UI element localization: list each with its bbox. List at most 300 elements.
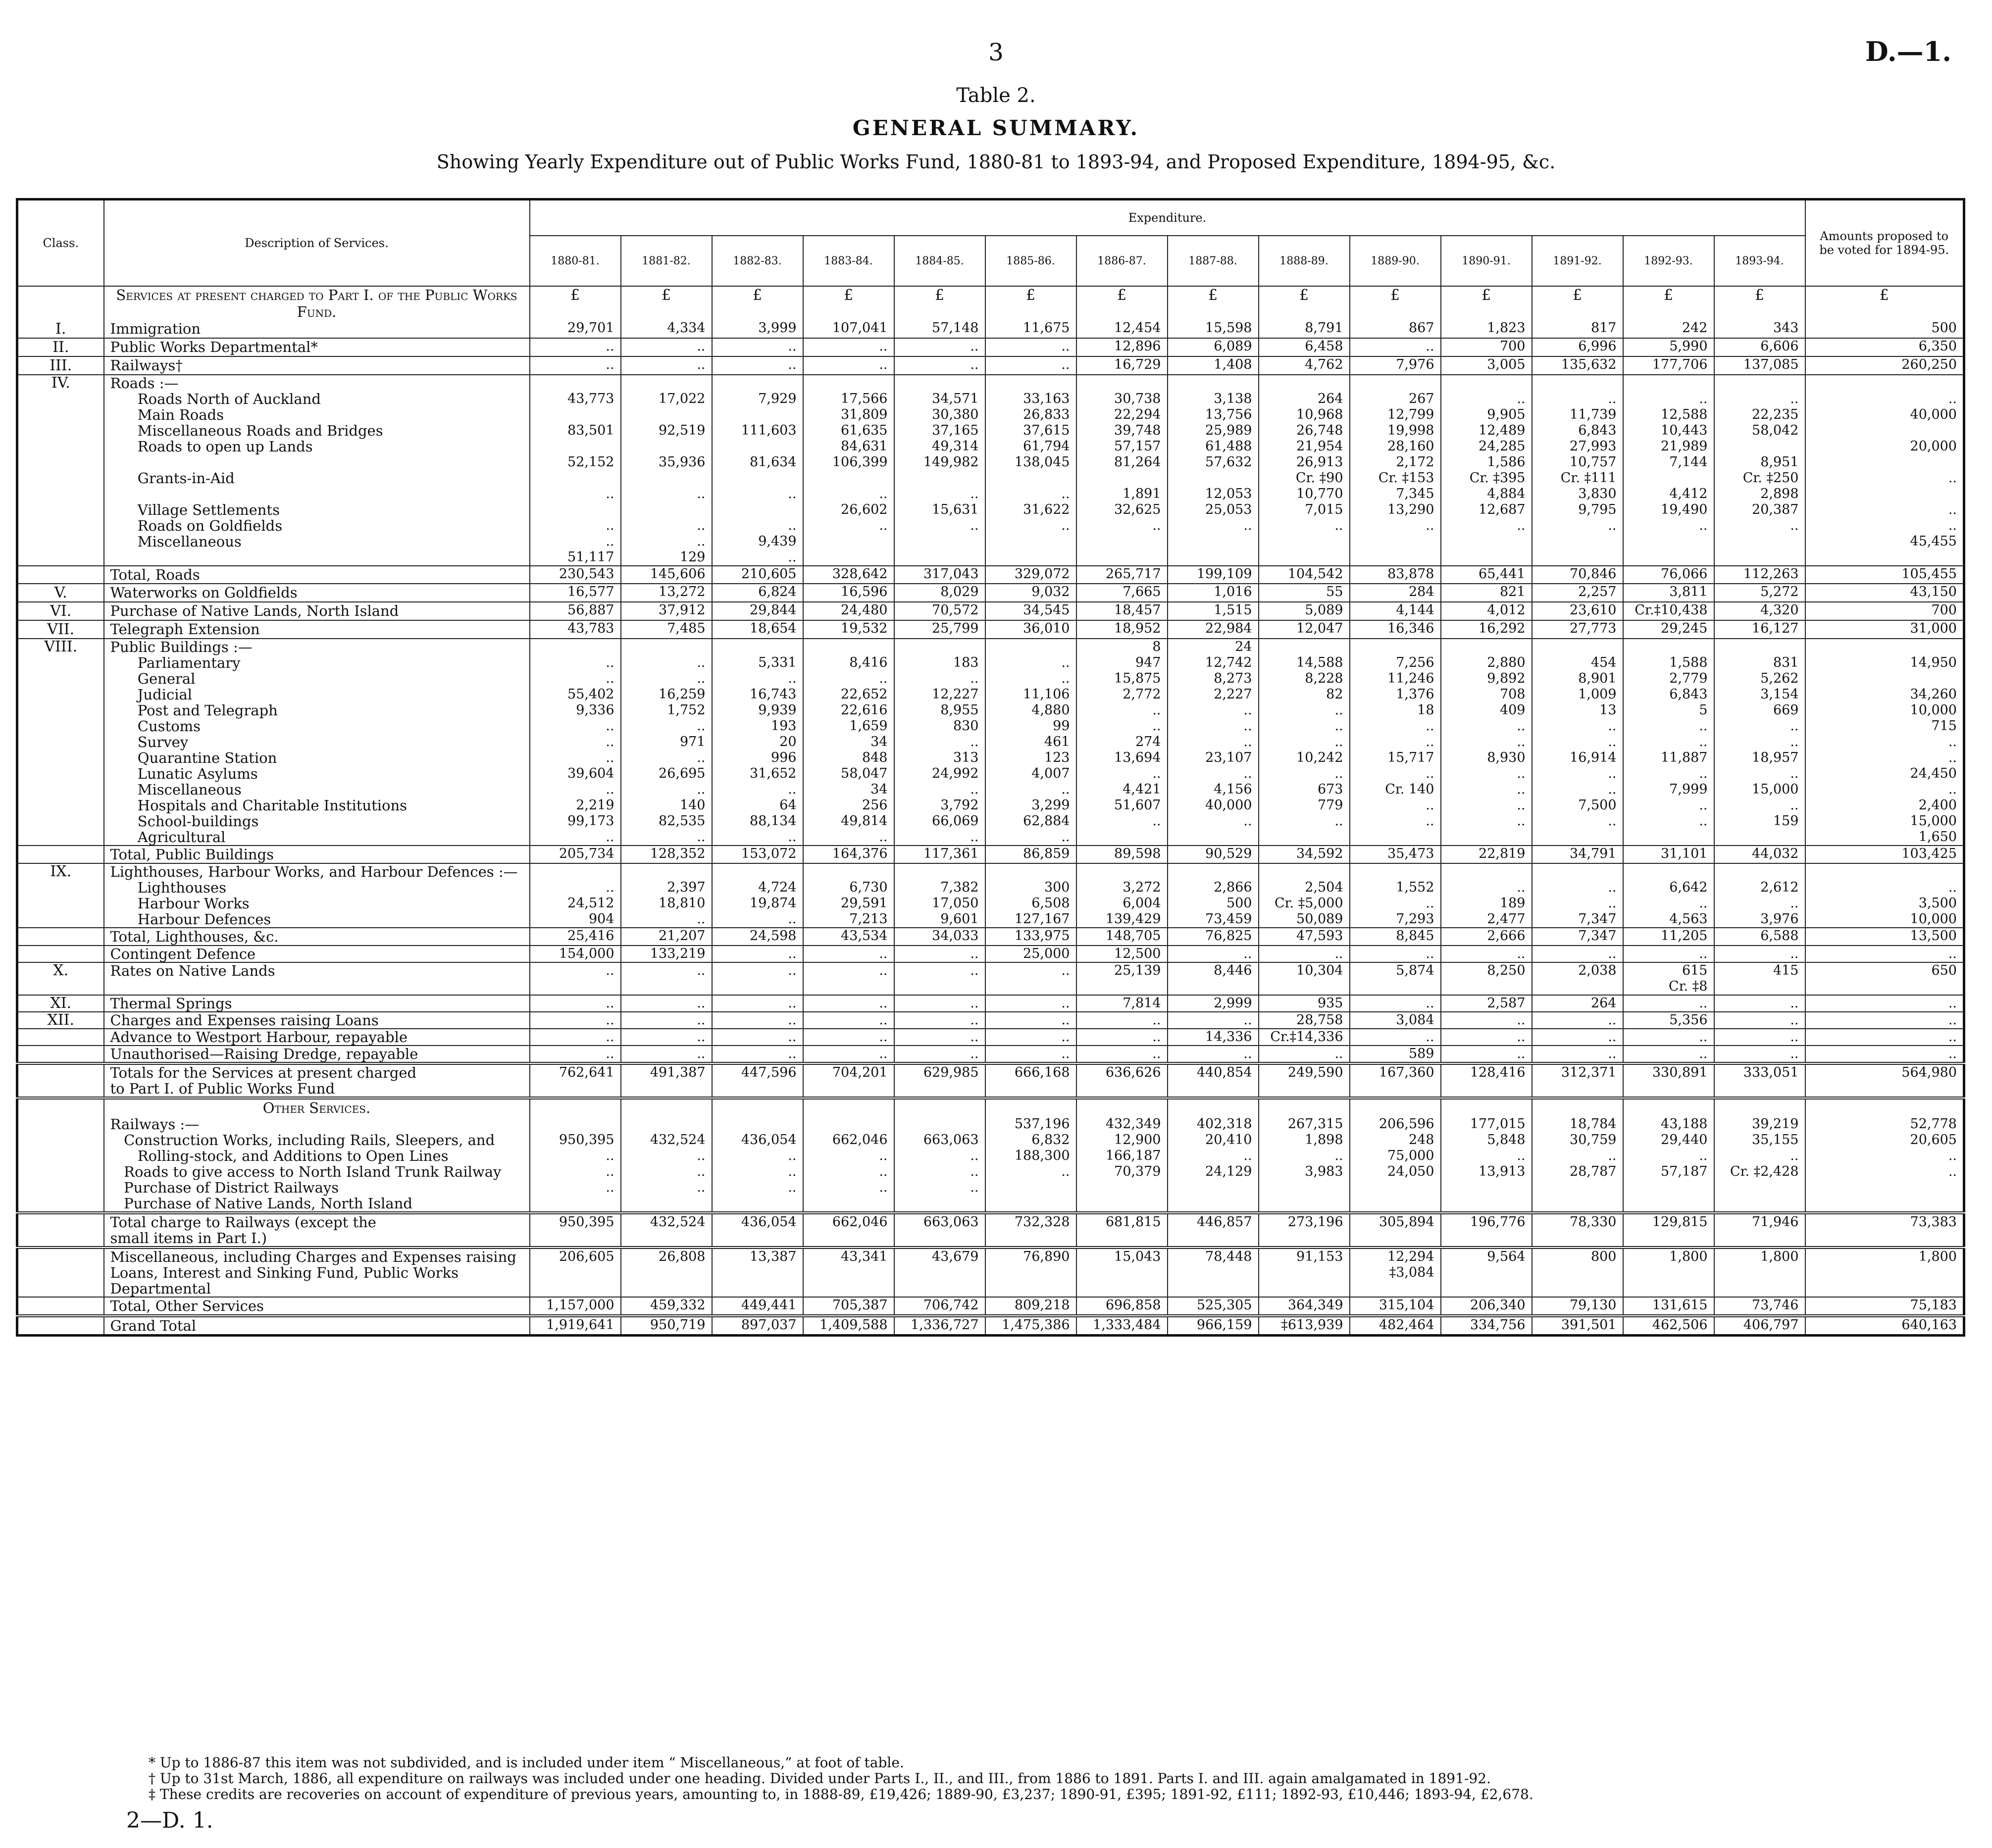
value-cell: 56,887 — [530, 602, 621, 620]
proposed-cell: 700 — [1805, 602, 1964, 620]
value-cell: 821 — [1441, 584, 1532, 602]
class-cell — [17, 1029, 104, 1046]
value-cell: .. — [712, 338, 803, 356]
value-cell: 128,352 — [621, 846, 712, 863]
value-cell: 21,207 — [621, 928, 712, 946]
value-cell: 662,046 — [803, 1213, 894, 1248]
currency-symbol: £ — [1623, 286, 1714, 320]
value-cell: 4,334 — [621, 320, 712, 338]
description-cell: Roads :— Roads North of Auckland Main Roads Miscellaneous Roads and Bridges Roads to open up Lands Grants-in-Aid Village Settlements Roads on Goldfields Miscellaneous — [104, 375, 530, 566]
proposed-cell: 75,183 — [1805, 1297, 1964, 1316]
lighthouses-block — [17, 863, 1964, 928]
value-cell: 43,783 — [530, 620, 621, 639]
class-cell: III. — [17, 356, 104, 375]
value-cell: .. — [1532, 1012, 1623, 1029]
value-cell: 43,341 — [803, 1248, 894, 1297]
description-cell: Total, Lighthouses, &c. — [104, 928, 530, 946]
currency-symbol: £ — [894, 286, 985, 320]
value-cell: 7,665 — [1076, 584, 1168, 602]
value-cell: 25,799 — [894, 620, 985, 639]
value-cell: 11,205 — [1623, 928, 1714, 946]
value-cell: 7,256 11,246 1,376 18 .. .. 15,717 .. Cr. 140 .. .. — [1350, 639, 1441, 846]
value-cell: 71,946 — [1714, 1213, 1805, 1248]
misc-other-row — [17, 1248, 1964, 1297]
value-cell: 5,356 — [1623, 1012, 1714, 1029]
value-cell: 3,005 — [1441, 356, 1532, 375]
value-cell: 16,577 — [530, 584, 621, 602]
value-cell: 89,598 — [1076, 846, 1168, 863]
value-cell: 22,819 — [1441, 846, 1532, 863]
value-cell: .. — [894, 946, 985, 962]
value-cell: 1,823 — [1441, 320, 1532, 338]
value-cell: .. — [712, 356, 803, 375]
value-cell: 1,919,641 — [530, 1316, 621, 1336]
value-cell: .. — [1350, 338, 1441, 356]
value-cell: 16,292 — [1441, 620, 1532, 639]
description-cell: Thermal Springs — [104, 995, 530, 1012]
value-cell: 34,592 — [1259, 846, 1350, 863]
value-cell: .. — [1532, 946, 1623, 962]
value-cell: .. — [530, 1046, 621, 1063]
value-cell: 1,336,727 — [894, 1316, 985, 1336]
value-cell: 206,596 248 75,000 24,050 — [1350, 1116, 1441, 1213]
value-cell: 196,776 — [1441, 1213, 1532, 1248]
value-cell: 402,318 20,410 .. 24,129 — [1168, 1116, 1259, 1213]
value-cell: 462,506 — [1623, 1316, 1714, 1336]
value-cell: 25,000 — [985, 946, 1076, 962]
value-cell: 2,880 9,892 708 409 .. .. 8,930 .. .. .. .. — [1441, 639, 1532, 846]
value-cell: 15,043 — [1076, 1248, 1168, 1297]
value-cell: .. — [1714, 1012, 1805, 1029]
value-cell: 70,572 — [894, 602, 985, 620]
value-cell: 43,773 83,501 52,152 .. .. .. 51,117 — [530, 375, 621, 566]
value-cell: .. — [803, 1029, 894, 1046]
value-cell: 148,705 — [1076, 928, 1168, 946]
value-cell: 14,336 — [1168, 1029, 1259, 1046]
value-cell: .. — [985, 1012, 1076, 1029]
value-cell: 406,797 — [1714, 1316, 1805, 1336]
value-cell: 137,085 — [1714, 356, 1805, 375]
value-cell: 333,051 — [1714, 1063, 1805, 1098]
value-cell: .. — [1441, 1029, 1532, 1046]
value-cell: 364,349 — [1259, 1297, 1350, 1316]
proposed-cell: 1,800 — [1805, 1248, 1964, 1297]
value-cell: 1,515 — [1168, 602, 1259, 620]
value-cell: 65,441 — [1441, 566, 1532, 584]
description-cell: Railways† — [104, 356, 530, 375]
value-cell: .. — [1623, 1046, 1714, 1063]
value-cell: 39,219 35,155 .. Cr. ‡2,428 — [1714, 1116, 1805, 1213]
value-cell: 154,000 — [530, 946, 621, 962]
value-cell: 12,500 — [1076, 946, 1168, 962]
part1-total-row — [17, 1063, 1964, 1098]
value-cell: 26,808 — [621, 1248, 712, 1297]
value-cell: 12,047 — [1259, 620, 1350, 639]
value-cell: 6,606 — [1714, 338, 1805, 356]
value-cell: .. 9,905 12,489 24,285 1,586 Cr. ‡395 4,884 12,687 .. — [1441, 375, 1532, 566]
value-cell: 86,859 — [985, 846, 1076, 863]
value-cell: 1,408 — [1168, 356, 1259, 375]
description-cell: Railways :— Construction Works, including Rails, Sleepers, and Rolling-stock, and Additions to Open Lines Roads to give access to North Island Trunk Railway Purchase of District Railways Purchase of Native Lands, North Island — [104, 1116, 530, 1213]
value-cell: 330,891 — [1623, 1063, 1714, 1098]
proposed-cell: 6,350 — [1805, 338, 1964, 356]
table-row — [17, 1046, 1964, 1063]
value-cell: .. — [894, 995, 985, 1012]
value-cell: .. — [621, 356, 712, 375]
value-cell: 34,033 — [894, 928, 985, 946]
value-cell: 57,148 — [894, 320, 985, 338]
value-cell — [1168, 1098, 1259, 1116]
value-cell: 24,480 — [803, 602, 894, 620]
value-cell: 4,144 — [1350, 602, 1441, 620]
value-cell: 31,101 — [1623, 846, 1714, 863]
value-cell: 4,012 — [1441, 602, 1532, 620]
value-cell: .. — [1076, 1029, 1168, 1046]
value-cell: .. — [894, 338, 985, 356]
value-cell: 935 — [1259, 995, 1350, 1012]
section-title: Other Services. — [104, 1098, 530, 1116]
value-cell: .. — [985, 338, 1076, 356]
proposed-cell: 640,163 — [1805, 1316, 1964, 1336]
class-cell: IV. — [17, 375, 104, 566]
value-cell: .. — [1168, 1012, 1259, 1029]
value-cell: 831 5,262 3,154 669 .. .. 18,957 .. 15,000 .. 159 — [1714, 639, 1805, 846]
value-cell: 2,038 — [1532, 962, 1623, 995]
summary-subtitle: Showing Yearly Expenditure out of Public Works Fund, 1880-81 to 1893-94, and Proposed Expenditure, 1894-95, &c. — [436, 151, 1556, 173]
value-cell: 5,089 — [1259, 602, 1350, 620]
value-cell: .. — [894, 1029, 985, 1046]
value-cell: 615 Cr. ‡8 — [1623, 962, 1714, 995]
value-cell: 18,784 30,759 .. 28,787 — [1532, 1116, 1623, 1213]
class-cell — [17, 566, 104, 584]
value-cell: 210,605 — [712, 566, 803, 584]
value-cell: .. — [985, 356, 1076, 375]
value-cell — [894, 1098, 985, 1116]
class-cell: XI. — [17, 995, 104, 1012]
value-cell: 1,333,484 — [1076, 1316, 1168, 1336]
currency-symbol: £ — [1805, 286, 1964, 320]
value-cell: 800 — [1532, 1248, 1623, 1297]
value-cell: .. — [985, 1029, 1076, 1046]
value-cell: 3,811 — [1623, 584, 1714, 602]
value-cell: 817 — [1532, 320, 1623, 338]
proposed-cell: 43,150 — [1805, 584, 1964, 602]
value-cell: 329,072 — [985, 566, 1076, 584]
value-cell: .. — [1441, 1012, 1532, 1029]
class-cell: VIII. — [17, 639, 104, 846]
value-cell: 78,330 — [1532, 1213, 1623, 1248]
value-cell: 79,130 — [1532, 1297, 1623, 1316]
description-cell: Rates on Native Lands — [104, 962, 530, 995]
value-cell: 273,196 — [1259, 1213, 1350, 1248]
description-cell: Lighthouses, Harbour Works, and Harbour Defences :— Lighthouses Harbour Works Harbour Defences — [104, 863, 530, 928]
value-cell: 28,758 — [1259, 1012, 1350, 1029]
value-cell: .. — [985, 1046, 1076, 1063]
class-cell — [17, 928, 104, 946]
currency-symbol: £ — [712, 286, 803, 320]
value-cell: 446,857 — [1168, 1213, 1259, 1248]
value-cell: 183 .. 12,227 8,955 830 .. 313 24,992 .. 3,792 66,069 .. — [894, 639, 985, 846]
value-cell: 17,022 92,519 35,936 .. .. .. 129 — [621, 375, 712, 566]
expenditure-header: Expenditure. — [530, 200, 1805, 236]
class-cell — [17, 286, 104, 320]
value-cell: 809,218 — [985, 1297, 1076, 1316]
value-cell: 459,332 — [621, 1297, 712, 1316]
proposed-cell: .. — [1805, 946, 1964, 962]
value-cell: 6,458 — [1259, 338, 1350, 356]
value-cell: 34,791 — [1532, 846, 1623, 863]
year-header: 1893-94. — [1714, 236, 1805, 286]
description-cell: Immigration — [104, 320, 530, 338]
value-cell — [803, 1098, 894, 1116]
value-cell: 107,041 — [803, 320, 894, 338]
value-cell: 8,791 — [1259, 320, 1350, 338]
value-cell: 37,912 — [621, 602, 712, 620]
value-cell: .. — [530, 1029, 621, 1046]
year-header: 1886-87. — [1076, 236, 1168, 286]
value-cell: .. — [985, 995, 1076, 1012]
value-cell: 12,294 ‡3,084 — [1350, 1248, 1441, 1297]
value-cell: 3,138 13,756 25,989 61,488 57,632 12,053 25,053 .. — [1168, 375, 1259, 566]
proposed-cell: 13,500 — [1805, 928, 1964, 946]
roads-total-row — [17, 566, 1964, 584]
value-cell: 104,542 — [1259, 566, 1350, 584]
value-cell: 6,824 — [712, 584, 803, 602]
value-cell: .. — [803, 962, 894, 995]
class-cell: I. — [17, 320, 104, 338]
railways-other-block — [17, 1116, 1964, 1213]
value-cell — [530, 1098, 621, 1116]
value-cell: 1,157,000 — [530, 1297, 621, 1316]
value-cell: .. — [1168, 1046, 1259, 1063]
table-row — [17, 995, 1964, 1012]
value-cell: 305,894 — [1350, 1213, 1441, 1248]
table-row — [17, 1012, 1964, 1029]
value-cell: 950,395 — [530, 1213, 621, 1248]
value-cell: 249,590 — [1259, 1063, 1350, 1098]
currency-symbol: £ — [985, 286, 1076, 320]
value-cell: 704,201 — [803, 1063, 894, 1098]
class-cell: IX. — [17, 863, 104, 928]
class-cell — [17, 1297, 104, 1316]
value-cell: 7,976 — [1350, 356, 1441, 375]
value-cell: 950,719 — [621, 1316, 712, 1336]
value-cell: 16,346 — [1350, 620, 1441, 639]
value-cell: 23,610 — [1532, 602, 1623, 620]
value-cell: 2,666 — [1441, 928, 1532, 946]
value-cell: 2,587 — [1441, 995, 1532, 1012]
table-row — [17, 356, 1964, 375]
proposed-cell: 52,778 20,605 .. .. — [1805, 1116, 1964, 1213]
description-cell: Total, Roads — [104, 566, 530, 584]
description-cell: Advance to Westport Harbour, repayable — [104, 1029, 530, 1046]
proposed-cell: .. 3,500 10,000 — [1805, 863, 1964, 928]
year-header: 1891-92. — [1532, 236, 1623, 286]
value-cell: .. 22,235 58,042 8,951 Cr. ‡250 2,898 20,387 .. — [1714, 375, 1805, 566]
year-header: 1880-81. — [530, 236, 621, 286]
railways-total-row — [17, 1213, 1964, 1248]
value-cell: .. — [1532, 1029, 1623, 1046]
value-cell: 12,896 — [1076, 338, 1168, 356]
value-cell: 1,800 — [1714, 1248, 1805, 1297]
currency-row — [17, 286, 1964, 320]
value-cell: 16,729 — [1076, 356, 1168, 375]
description-cell: Public Works Departmental* — [104, 338, 530, 356]
class-cell: V. — [17, 584, 104, 602]
table-body — [17, 286, 1964, 1336]
value-cell — [1076, 1098, 1168, 1116]
value-cell: 16,596 — [803, 584, 894, 602]
value-cell: 12,454 — [1076, 320, 1168, 338]
value-cell: 3,084 — [1350, 1012, 1441, 1029]
value-cell: 317,043 — [894, 566, 985, 584]
value-cell: 206,605 — [530, 1248, 621, 1297]
value-cell — [985, 1098, 1076, 1116]
value-cell: 705,387 — [803, 1297, 894, 1316]
value-cell — [712, 1098, 803, 1116]
value-cell: 662,046 .. .. .. — [803, 1116, 894, 1213]
table-row — [17, 584, 1964, 602]
value-cell: .. — [1441, 946, 1532, 962]
value-cell — [1350, 1098, 1441, 1116]
value-cell: .. — [1076, 1012, 1168, 1029]
value-cell — [1259, 1098, 1350, 1116]
table-label: Table 2. — [956, 84, 1036, 107]
value-cell: 343 — [1714, 320, 1805, 338]
value-cell: 73,746 — [1714, 1297, 1805, 1316]
value-cell: 83,878 — [1350, 566, 1441, 584]
year-header: 1883-84. — [803, 236, 894, 286]
description-cell: Unauthorised—Raising Dredge, repayable — [104, 1046, 530, 1063]
value-cell: 267 12,799 19,998 28,160 2,172 Cr. ‡153 7,345 13,290 .. — [1350, 375, 1441, 566]
summary-heading: GENERAL SUMMARY. — [852, 116, 1140, 140]
class-cell — [17, 1248, 104, 1297]
value-cell: 29,701 — [530, 320, 621, 338]
grand-total-row — [17, 1316, 1964, 1336]
year-header: 1889-90. — [1350, 236, 1441, 286]
value-cell: .. — [530, 1012, 621, 1029]
value-cell: 312,371 — [1532, 1063, 1623, 1098]
value-cell: 706,742 — [894, 1297, 985, 1316]
class-cell — [17, 946, 104, 962]
value-cell: .. — [1441, 1046, 1532, 1063]
value-cell: 482,464 — [1350, 1316, 1441, 1336]
value-cell: 1,800 — [1623, 1248, 1714, 1297]
description-cell: Miscellaneous, including Charges and Expenses raising Loans, Interest and Sinking Fund, Public Works Departmental — [104, 1248, 530, 1297]
value-cell: 4,762 — [1259, 356, 1350, 375]
value-cell: 35,473 — [1350, 846, 1441, 863]
value-cell: 284 — [1350, 584, 1441, 602]
value-cell: 1,409,588 — [803, 1316, 894, 1336]
currency-symbol: £ — [1076, 286, 1168, 320]
value-cell: .. — [1714, 1029, 1805, 1046]
value-cell: 25,416 — [530, 928, 621, 946]
value-cell: 18,952 — [1076, 620, 1168, 639]
value-cell: 700 — [1441, 338, 1532, 356]
currency-symbol: £ — [621, 286, 712, 320]
proposed-cell: 31,000 — [1805, 620, 1964, 639]
value-cell: 177,706 — [1623, 356, 1714, 375]
class-cell: II. — [17, 338, 104, 356]
value-cell: 5,874 — [1350, 962, 1441, 995]
value-cell: 11,675 — [985, 320, 1076, 338]
general-summary-table — [16, 198, 1965, 1337]
value-cell: 2,866 500 73,459 — [1168, 863, 1259, 928]
description-cell: Telegraph Extension — [104, 620, 530, 639]
value-cell: .. .. 11,106 4,880 99 461 123 4,007 .. 3,299 62,884 .. — [985, 639, 1076, 846]
value-cell: 7,485 — [621, 620, 712, 639]
table-row — [17, 320, 1964, 338]
value-cell: .. — [530, 995, 621, 1012]
value-cell: 264 10,968 26,748 21,954 26,913 Cr. ‡90 10,770 7,015 .. — [1259, 375, 1350, 566]
footnote: † Up to 31st March, 1886, all expenditure on railways was included under one heading. Divided under Parts I., II., and III., from 1886 to 1891. Parts I. and III. again amalgamated in 1891-92. — [149, 1770, 1491, 1787]
value-cell: .. — [1623, 946, 1714, 962]
value-cell: 966,159 — [1168, 1316, 1259, 1336]
value-cell: 7,814 — [1076, 995, 1168, 1012]
value-cell: 8,029 — [894, 584, 985, 602]
class-cell — [17, 1098, 104, 1116]
value-cell: 2,257 — [1532, 584, 1623, 602]
description-cell: Charges and Expenses raising Loans — [104, 1012, 530, 1029]
description-cell: Waterworks on Goldfields — [104, 584, 530, 602]
value-cell: 167,360 — [1350, 1063, 1441, 1098]
value-cell: 334,756 — [1441, 1316, 1532, 1336]
value-cell: 9,032 — [985, 584, 1076, 602]
page-number: 3 — [988, 39, 1004, 66]
value-cell: 449,441 — [712, 1297, 803, 1316]
value-cell: 432,524 — [621, 1213, 712, 1248]
proposed-header: Amounts proposed to be voted for 1894-95. — [1805, 200, 1964, 287]
value-cell: 153,072 — [712, 846, 803, 863]
value-cell: 177,015 5,848 .. 13,913 — [1441, 1116, 1532, 1213]
value-cell: .. — [803, 995, 894, 1012]
currency-symbol: £ — [1714, 286, 1805, 320]
value-cell: 145,606 — [621, 566, 712, 584]
value-cell: .. — [803, 1012, 894, 1029]
value-cell: 8,446 — [1168, 962, 1259, 995]
value-cell: 8,845 — [1350, 928, 1441, 946]
value-cell: 5,331 .. 16,743 9,939 193 20 996 31,652 .. 64 88,134 .. — [712, 639, 803, 846]
value-cell: 7,929 111,603 81,634 .. .. 9,439 .. — [712, 375, 803, 566]
value-cell: 129,815 — [1623, 1213, 1714, 1248]
value-cell: 264 — [1532, 995, 1623, 1012]
value-cell: 30,738 22,294 39,748 57,157 81,264 1,891 32,625 .. — [1076, 375, 1168, 566]
value-cell: .. 189 2,477 — [1441, 863, 1532, 928]
value-cell: 525,305 — [1168, 1297, 1259, 1316]
value-cell: .. — [621, 1012, 712, 1029]
value-cell: 432,349 12,900 166,187 70,379 — [1076, 1116, 1168, 1213]
value-cell: 391,501 — [1532, 1316, 1623, 1336]
value-cell: .. — [1076, 1046, 1168, 1063]
value-cell: 36,010 — [985, 620, 1076, 639]
class-cell: XII. — [17, 1012, 104, 1029]
value-cell: 16,127 — [1714, 620, 1805, 639]
value-cell: 44,032 — [1714, 846, 1805, 863]
value-cell: .. — [1259, 1046, 1350, 1063]
value-cell: 19,532 — [803, 620, 894, 639]
value-cell: .. — [985, 962, 1076, 995]
value-cell: 24 12,742 8,273 2,227 .. .. .. 23,107 .. 4,156 40,000 .. — [1168, 639, 1259, 846]
value-cell: 22,984 — [1168, 620, 1259, 639]
value-cell: 265,717 — [1076, 566, 1168, 584]
value-cell: 206,340 — [1441, 1297, 1532, 1316]
value-cell: 43,534 — [803, 928, 894, 946]
value-cell: 133,975 — [985, 928, 1076, 946]
year-header: 1888-89. — [1259, 236, 1350, 286]
value-cell — [1532, 1098, 1623, 1116]
value-cell: .. 11,739 6,843 27,993 10,757 Cr. ‡111 3,830 9,795 .. — [1532, 375, 1623, 566]
proposed-cell: .. — [1805, 1012, 1964, 1029]
